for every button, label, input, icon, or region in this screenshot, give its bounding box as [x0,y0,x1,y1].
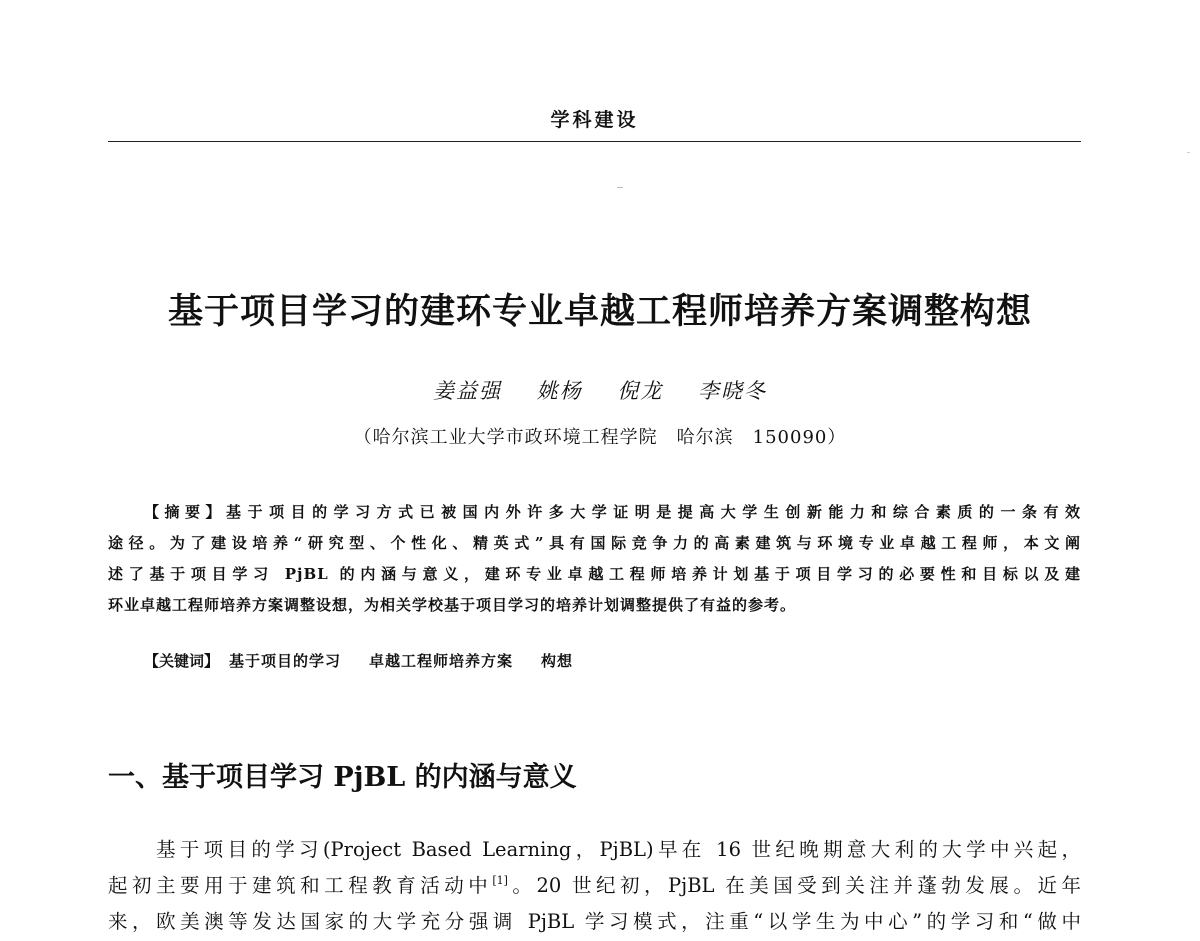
author-affiliation: （哈尔滨工业大学市政环境工程学院 哈尔滨 150090） [353,427,847,448]
section-heading: 一、基于项目学习 PjBL 的内涵与意义 [108,762,577,793]
keyword: 卓越工程师培养方案 [369,652,514,670]
author-name: 李晓冬 [698,379,768,403]
header-rule [108,141,1081,142]
abstract-label: 【摘要】 [144,503,227,521]
abstract-line: 途径。为了建设培养“研究型、个性化、精英式”具有国际竞争力的高素建筑与环境专业卓越工程师，本文阐 [108,534,1081,552]
keyword: 构想 [541,652,574,670]
keywords [144,650,573,671]
abstract-line: 环业卓越工程师培养方案调整设想，为相关学校基于项目学习的培养计划调整提供了有益的参考。 [108,596,797,614]
body-text-segment: 。20 世纪初，PjBL 在美国受到关注并蓬勃发展。近年 [507,874,1081,897]
author-name: 姚杨 [536,379,583,403]
body-line: 来，欧美澳等发达国家的大学充分强调 PjBL 学习模式，注重“以学生为中心”的学习和“做中 [108,910,1081,933]
paper-title: 基于项目学习的建环专业卓越工程师培养方案调整构想 [167,292,1032,332]
author-name: 倪龙 [617,379,664,403]
body-line: 基于项目的学习(Project Based Learning，PjBL)早在 16 世纪晚期意大利的大学中兴起， [156,838,1081,861]
keyword: 基于项目的学习 [229,652,342,670]
keywords-label: 【关键词】 [144,652,220,670]
body-text-segment: 起初主要用于建筑和工程教育活动中 [108,874,493,897]
author-name: 姜益强 [432,379,502,403]
abstract-line [108,497,1081,528]
body-paragraph [108,832,1081,940]
abstract-text: 基于项目的学习方式已被国内外许多大学证明是提高大学生创新能力和综合素质的一条有效 [226,503,1081,521]
citation-ref[interactable]: [1] [492,874,508,887]
scan-speck [617,187,623,188]
body-line [108,868,1081,904]
abstract-line: 述了基于项目学习 PjBL 的内涵与意义，建环专业卓越工程师培养计划基于项目学习的必要性和目标以及建 [108,565,1081,583]
running-head: 学科建设 [550,109,639,131]
author-list [300,375,900,405]
abstract [108,497,1081,621]
scan-edge-mark [1187,152,1190,153]
